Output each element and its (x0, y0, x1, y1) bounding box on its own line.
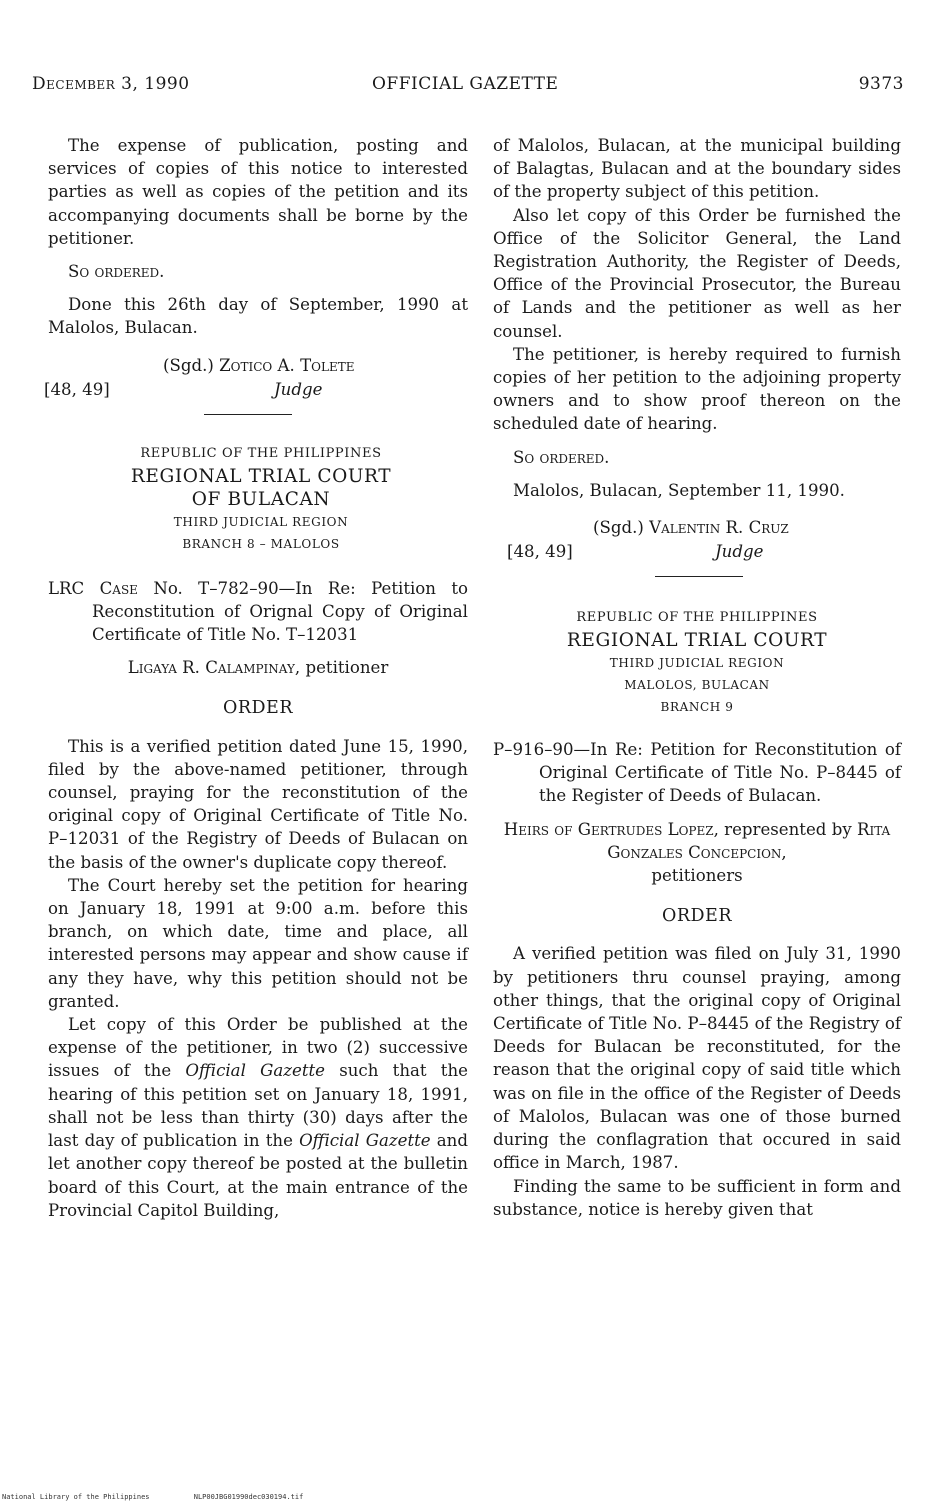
branch-line: BRANCH 8 – MALOLOS (182, 536, 340, 551)
judge-name: Zotico A. Tolete (219, 355, 355, 375)
notice-paragraph: Finding the same to be sufficient in form and substance, notice is hereby given that (493, 1176, 901, 1219)
court-name: REGIONAL TRIAL COURT (130, 465, 392, 487)
gazette-ref-2: Official Gazette (299, 1131, 431, 1151)
posting-continuation: of Malolos, Bulacan, at the municipal building of Balagtas, Bulacan and at the boundary sides of the property subject of this petition. (493, 136, 901, 202)
gazette-ref-1: Official Gazette (185, 1061, 325, 1081)
branch-line: BRANCH 9 (660, 700, 734, 715)
case-title (48, 577, 468, 647)
divider (655, 576, 743, 577)
done-paragraph: Done this 26th day of September, 1990 at Malolos, Bulacan. (48, 295, 468, 338)
publication-text-3: and let another copy thereof be posted at the bulletin board of this Court, at the main entrance of the Provincial Capitol Building, (48, 1131, 468, 1220)
verified-petition-paragraph: A verified petition was filed on July 31, 1990 by petitioners thru counsel praying, among other things, that the original copy of Original Certificate of Title No. P–8445 of the Registry of Deeds for Bulacan be reconstituted, for the reason that the original copy of said title which was on file in the office of the Register of Deeds of Malolos, Bulacan was one of those burned during the conflagration that occured in said office in March, 1987. (493, 944, 901, 1173)
right-column (493, 134, 901, 1221)
so-ordered-text (493, 446, 901, 469)
case-title (493, 738, 901, 808)
petitioners-label: petitioners (651, 866, 743, 886)
proof-paragraph: The petitioner, is hereby required to furnish copies of her petition to the adjoining property owners and to show proof thereon on the scheduled date of hearing. (493, 344, 901, 434)
signature-line (163, 354, 354, 377)
case-text: P–916–90—In Re: Petition for Reconstitution of Original Certificate of Title No. P–8445 of the Register of Deeds of Bulacan. (493, 740, 901, 806)
court-name: REGIONAL TRIAL COURT (566, 630, 828, 652)
heirs-line (493, 818, 901, 888)
republic-line: REPUBLIC OF THE PHILIPPINES (576, 610, 818, 626)
left-column (44, 134, 468, 1222)
publication-expense-paragraph: The expense of publication, posting and services of copies of this notice to interested parties as well as copies of the petition and its accompanying documents shall be borne by the petitioner. (48, 136, 468, 248)
issue-date: December 3, 1990 (32, 74, 190, 94)
signature-line (593, 516, 789, 539)
petitioner-line (48, 656, 468, 679)
publication-text-1: Let copy of this Order be published at the expense of the petitioner, in two (2) successive issues of the (48, 1015, 468, 1081)
court-heading (48, 443, 468, 555)
order-heading: ORDER (222, 698, 293, 719)
court-location: OF BULACAN (191, 488, 331, 510)
scan-footer (2, 1493, 343, 1501)
sgd-label: (Sgd.) (593, 518, 644, 538)
judge-title: Judge (715, 542, 764, 562)
publication-text-2: such that the hearing of this petition set on January 18, 1991, shall not be less than thirty (30) days after the last day of publication in the (48, 1061, 468, 1151)
signature-block (44, 354, 468, 402)
signature-block (493, 516, 901, 564)
verified-petition-paragraph: This is a verified petition dated June 15, 1990, filed by the above-named petitioner, through counsel, praying for the reconstitution of the original copy of Original Certificate of Title No. P–12031 of the Registry of Deeds of Bulacan on the basis of the owner's duplicate copy thereof. (48, 736, 468, 872)
judicial-region: THIRD JUDICIAL REGION (173, 514, 349, 529)
page-header (32, 74, 904, 104)
so-ordered-text (48, 260, 468, 283)
issue-reference: [48, 49] (507, 542, 573, 562)
issue-reference: [48, 49] (44, 379, 110, 399)
case-prefix: LRC (48, 578, 85, 598)
case-text: No. T–782–90—In Re: Petition to Reconstitution of Orignal Copy of Original Certificate of Title No. T–12031 (92, 578, 468, 645)
hearing-paragraph: The Court hereby set the petition for hearing on January 18, 1991 at 9:00 a.m. before this branch, on which date, time and place, all interested persons may appear and show cause if any they have, why this petition should not be granted. (48, 875, 468, 1011)
represented-by: , represented by (713, 819, 857, 839)
page-number: 9373 (858, 74, 904, 94)
judge-name: Valentin R. Cruz (649, 518, 789, 538)
republic-line: REPUBLIC OF THE PHILIPPINES (140, 445, 382, 461)
file-name: NLP00JBG01990dec030194.tif (193, 1493, 304, 1501)
petitioner-name: Ligaya R. Calampinay (127, 658, 295, 678)
representative-name: Rita Gonzales Concepcion (607, 819, 891, 862)
rep-tail: , (781, 842, 787, 862)
petitioner-role: , petitioner (294, 658, 389, 678)
library-name: National Library of the Philippines (2, 1493, 150, 1501)
judicial-region: THIRD JUDICIAL REGION (609, 656, 785, 671)
court-location: MALOLOS, BULACAN (624, 678, 770, 693)
court-heading (493, 607, 901, 718)
divider (204, 414, 292, 415)
publication-title: OFFICIAL GAZETTE (372, 74, 559, 94)
place-date: Malolos, Bulacan, September 11, 1990. (513, 480, 845, 500)
so-ordered: So ordered. (513, 447, 610, 467)
heirs-label: Heirs of Gertrudes Lopez (503, 819, 714, 839)
case-label: Case (99, 578, 138, 598)
so-ordered: So ordered. (68, 262, 165, 282)
sgd-label: (Sgd.) (163, 355, 214, 375)
judge-title: Judge (274, 379, 323, 399)
publication-paragraph (48, 1013, 468, 1222)
furnish-paragraph: Also let copy of this Order be furnished the Office of the Solicitor General, the Land Registration Authority, the Register of Deeds, Office of the Provincial Prosecutor, the Bureau of Lands and the petitioner as well as her counsel. (493, 205, 901, 341)
order-heading: ORDER (661, 906, 732, 927)
